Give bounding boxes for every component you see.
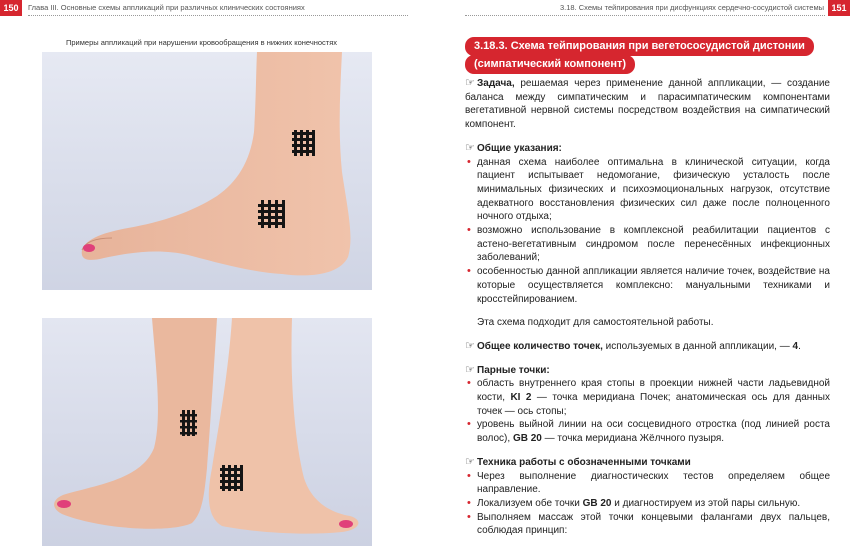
general-item-1: • данная схема наиболее оптимальна в клинической ситуации, когда пациент испытывает недомогание, физическую усталость после минимальных физических и психоэмоциональных нагрузок, отсутствие адекватного восстановления физических сил даже после полноценного ночного отдыха; [465,156,830,225]
toenail-right [339,520,353,528]
total-tail: . [798,340,801,352]
task-label: Задача, [477,78,515,89]
general-note: Эта схема подходит для самостоятельной работы. [477,317,714,329]
point-code-gb20: GB 20 [512,433,542,445]
pointing-hand-icon: ☞ [465,77,475,89]
pointing-hand-icon: ☞ [465,339,475,352]
general-heading [465,142,830,156]
running-head-left: Глава III. Основные схемы аппликаций при различных клинических состояниях [28,3,305,12]
header-divider-right [465,15,825,16]
total-label: Общее количество точек, [477,340,603,352]
technique-item-2: • Локализуем обе точки GB 20 и диагностируем из этой пары сильную. [465,497,830,511]
general-label: Общие указания: [477,142,562,154]
technique-item-1: • Через выполнение диагностических тестов определяем общее направление. [465,470,830,497]
technique-label: Техника работы с обозначенными точками [477,456,691,468]
paired-heading [465,364,830,378]
point-code-ki2: KI 2 [510,392,532,404]
figure-caption: Примеры аппликаций при нарушении кровообращения в нижних конечностях [66,38,338,47]
general-item-2: • возможно использование в комплексной реабилитации пациентов с астено-вегетативным синдромом после перенесённых инфекционных заболеваний; [465,224,830,265]
pointing-hand-icon: ☞ [465,363,475,376]
paired-item-1: • область внутреннего края стопы в проекции нижней части ладьевидной кости, KI 2 — точка меридиана Почек; анатомическая ось для данных точек — ось стопы; [465,377,830,418]
technique-heading [465,456,830,470]
running-head-right: 3.18. Схемы тейпирования при дисфункциях сердечно-сосудистой системы [560,3,825,12]
pointing-hand-icon: ☞ [465,141,475,154]
pointing-hand-icon: ☞ [465,455,475,468]
section-title-line2: (симпатический компонент) [465,55,635,74]
total-value: 4 [792,340,799,352]
general-item-3: • особенностью данной аппликации является наличие точек, воздействие на которые осуществляется комплексно: мануальными техниками и кросстейпированием. [465,265,830,306]
total-text: используемых в данной аппликации, — [602,340,793,352]
technique-item-3: • Выполняем массаж этой точки концевыми фалангами двух пальцев, соблюдая принцип: [465,511,830,538]
paired-item-2: • уровень выйной линии на оси сосцевидного отростка (под линией роста волос), GB 20 — точка меридиана Жёлчного пузыря. [465,418,830,445]
toenail-left [57,500,71,508]
photo-feet-rear-view [42,318,372,546]
task-text: решаемая через применение данной аппликации, — создание баланса между симпатическим и парасимпатическим компонентами вегетативной нервной системы посредством воздействия на симпатический компонент. [465,78,830,131]
point-code-gb20-technique: GB 20 [582,497,612,509]
header-divider-left [28,15,408,16]
page-number-right: 151 [828,0,850,16]
right-page [425,0,850,550]
toenail [83,244,95,252]
photo-foot-side-view [42,52,372,290]
section-title-line1: 3.18.3. Схема тейпирования при вегетососудистой дистонии [465,37,814,56]
total-points [465,340,830,354]
task-paragraph [465,77,830,132]
paired-label: Парные точки: [477,364,550,376]
cross-tape-ankle [180,410,197,436]
page-number-left: 150 [0,0,22,16]
section-body [465,77,830,538]
